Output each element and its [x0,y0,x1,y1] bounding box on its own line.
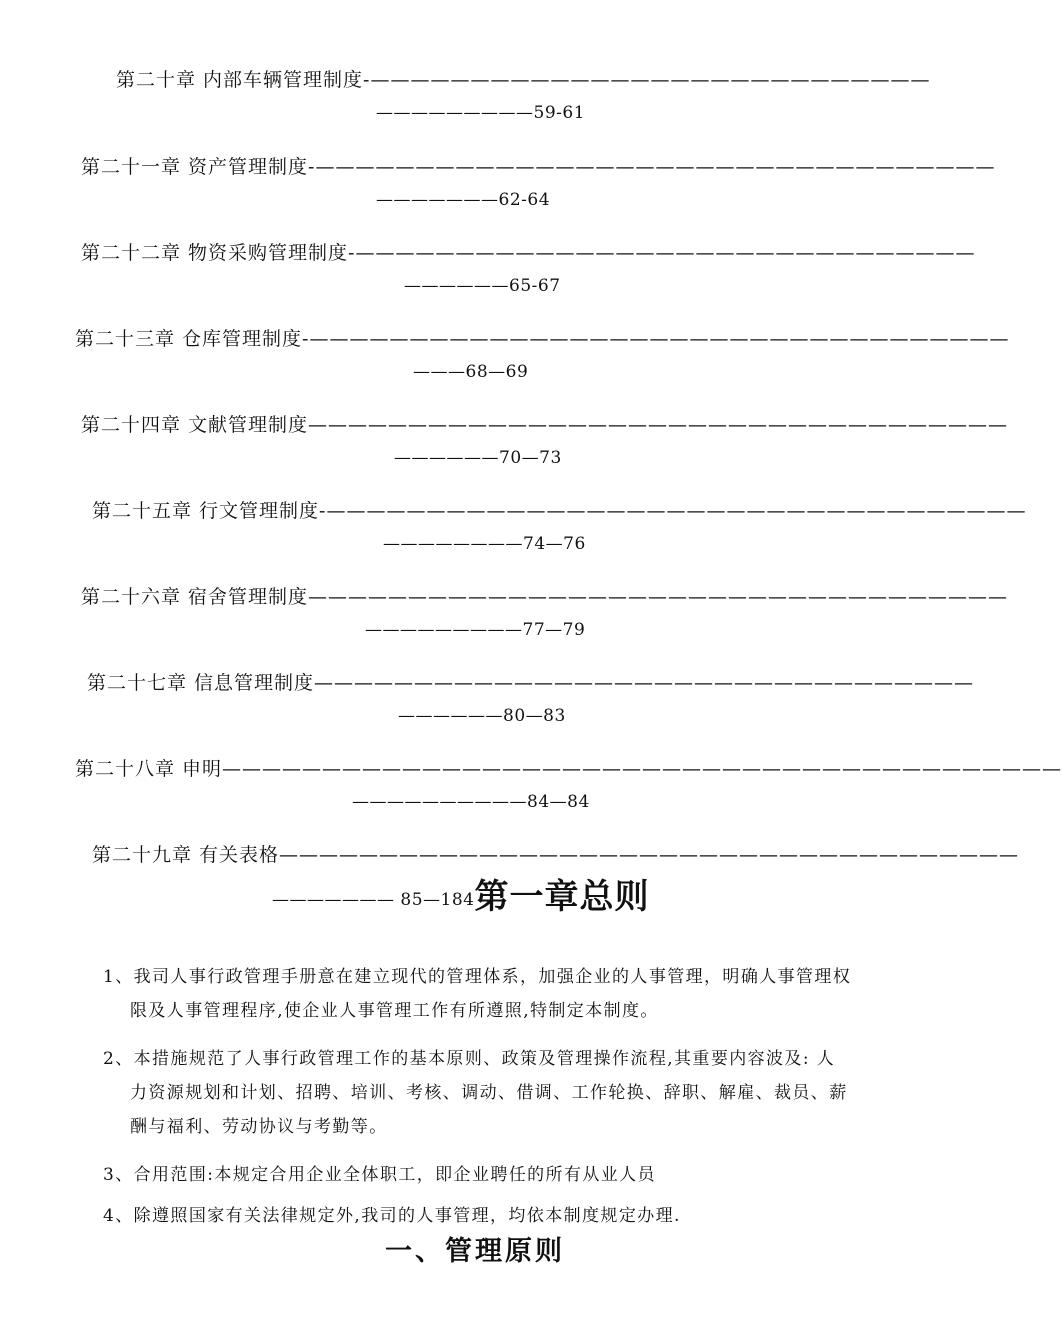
toc-entry-27: 第二十七章 信息管理制度————————————————————————————————— [87,672,975,694]
toc-entry-23: 第二十三章 仓库管理制度-——————————————————————————————————— [75,328,1010,350]
toc-entry-28-pages: ——————————84—84 [352,792,590,812]
toc-entry-25-pages: ————————74—76 [383,534,586,554]
toc-entry-25: 第二十五章 行文管理制度-——————————————————————————————————— [92,500,1027,522]
paragraph-2 [103,1042,883,1144]
toc-entry-22: 第二十二章 物资采购管理制度-——————————————————————————————— [81,242,976,264]
paragraph-text: 除遵照国家有关法律规定外,我司的人事管理，均依本制度规定办理. [133,1206,681,1226]
toc-entry-23-pages: ———68—69 [413,362,529,382]
toc-entry-27-pages: ——————80—83 [398,706,566,726]
toc-entry-20-pages: —————————59-61 [376,103,586,123]
paragraph-text: 合用范围:本规定合用企业全体职工，即企业聘任的所有从业人员 [133,1165,656,1185]
section-title: 一、管理原则 [385,1236,565,1267]
paragraph-number: 2、 [103,1049,134,1069]
paragraph-text: 我司人事行政管理手册意在建立现代的管理体系，加强企业的人事管理，明确人事管理权 [133,967,852,987]
toc-entry-28: 第二十八章 申明—————————————————————————————————————————— [75,758,1062,780]
paragraph-number: 4、 [103,1206,134,1226]
toc-entry-20: 第二十章 内部车辆管理制度-———————————————————————————— [116,69,931,91]
paragraph-1 [103,960,883,1028]
paragraph-text-continued: 限及人事管理程序,使企业人事管理工作有所遵照,特制定本制度。 [130,1001,659,1021]
toc-entry-29-pages: ——————— 85—184 [272,890,475,910]
toc-entry-26-pages: —————————77—79 [365,620,586,640]
paragraph-number: 1、 [103,967,134,987]
paragraph-4 [103,1199,883,1233]
paragraph-3 [103,1158,883,1192]
toc-entry-29: 第二十九章 有关表格————————————————————————————————————— [92,844,1020,866]
paragraph-text-continued: 力资源规划和计划、招聘、培训、考核、调动、借调、工作轮换、辞职、解雇、裁员、薪 [130,1083,848,1103]
toc-entry-21-pages: ———————62-64 [376,190,551,210]
toc-entry-29-line [272,877,872,917]
paragraph-text: 本措施规范了人事行政管理工作的基本原则、政策及管理操作流程,其重要内容波及: 人 [133,1049,836,1069]
paragraph-number: 3、 [103,1165,134,1185]
toc-entry-26: 第二十六章 宿舍管理制度——————————————————————————————————— [81,586,1009,608]
chapter-title: 第一章总则 [474,877,650,917]
paragraph-text-continued: 酬与福利、劳动协议与考勤等。 [130,1117,388,1137]
toc-entry-24-pages: ——————70—73 [394,448,562,468]
toc-entry-21: 第二十一章 资产管理制度-—————————————————————————————————— [81,156,996,178]
toc-entry-24: 第二十四章 文献管理制度——————————————————————————————————— [81,414,1009,436]
toc-entry-22-pages: ——————65-67 [404,276,561,296]
